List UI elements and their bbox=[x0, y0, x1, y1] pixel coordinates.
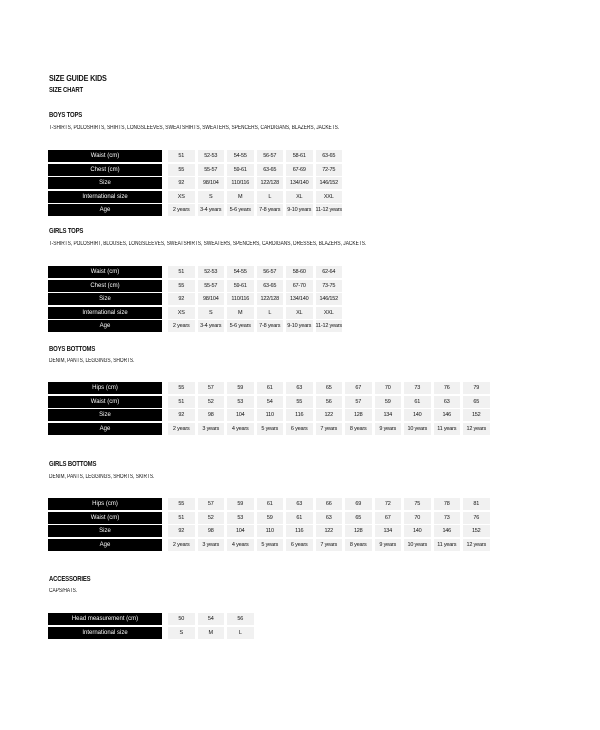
table-cell: 146/152 bbox=[316, 293, 343, 305]
size-table bbox=[48, 382, 493, 436]
table-cell: 7-8 years bbox=[257, 320, 284, 332]
table-row bbox=[48, 266, 345, 278]
table-cell: 98 bbox=[198, 525, 225, 537]
table-cell: 152 bbox=[463, 525, 490, 537]
table-row bbox=[48, 320, 345, 332]
table-cell: 53 bbox=[227, 512, 254, 524]
section-description: DENIM, PANTS, LEGGINGS, SHORTS, SKIRTS. bbox=[49, 474, 155, 480]
table-cell: 76 bbox=[463, 512, 490, 524]
row-label: Chest (cm) bbox=[48, 164, 162, 176]
table-cell: 122 bbox=[316, 525, 343, 537]
table-cell: 62-64 bbox=[316, 266, 343, 278]
table-cell: 57 bbox=[198, 498, 225, 510]
table-cell: XL bbox=[286, 191, 313, 203]
table-cell: 5 years bbox=[257, 423, 284, 435]
table-cell: 122/128 bbox=[257, 293, 284, 305]
table-cell: 146/152 bbox=[316, 177, 343, 189]
table-row bbox=[48, 498, 493, 510]
table-cell: 61 bbox=[257, 498, 284, 510]
table-cell: 52 bbox=[198, 512, 225, 524]
table-cell: 7 years bbox=[316, 539, 343, 551]
row-label: Size bbox=[48, 293, 162, 305]
table-cell: 116 bbox=[286, 525, 313, 537]
size-table bbox=[48, 150, 345, 218]
section-description: CAPS/HATS. bbox=[49, 588, 78, 594]
table-cell: 73 bbox=[434, 512, 461, 524]
table-cell: 81 bbox=[463, 498, 490, 510]
table-cell: M bbox=[227, 307, 254, 319]
table-cell: 51 bbox=[168, 396, 195, 408]
table-cell: XXL bbox=[316, 191, 343, 203]
table-cell: 2 years bbox=[168, 204, 195, 216]
table-cell: 110/116 bbox=[227, 293, 254, 305]
table-cell: 59-61 bbox=[227, 164, 254, 176]
table-cell: 55 bbox=[168, 280, 195, 292]
table-row bbox=[48, 293, 345, 305]
table-cell: 146 bbox=[434, 409, 461, 421]
row-label: International size bbox=[48, 307, 162, 319]
table-cell: 58-61 bbox=[286, 150, 313, 162]
row-label: Hips (cm) bbox=[48, 382, 162, 394]
table-cell: 55 bbox=[168, 164, 195, 176]
table-cell: 10 years bbox=[404, 423, 431, 435]
table-cell: 59 bbox=[257, 512, 284, 524]
section-heading: GIRLS BOTTOMS bbox=[49, 461, 97, 468]
table-cell: 58-60 bbox=[286, 266, 313, 278]
table-cell: 61 bbox=[404, 396, 431, 408]
table-cell: 67-69 bbox=[286, 164, 313, 176]
table-cell: 53 bbox=[227, 396, 254, 408]
table-cell: 12 years bbox=[463, 539, 490, 551]
section-heading: GIRLS TOPS bbox=[49, 228, 84, 235]
table-cell: 9-10 years bbox=[286, 204, 313, 216]
row-label: Hips (cm) bbox=[48, 498, 162, 510]
table-cell: 104 bbox=[227, 525, 254, 537]
row-label: Chest (cm) bbox=[48, 280, 162, 292]
row-label: Waist (cm) bbox=[48, 150, 162, 162]
table-cell: 61 bbox=[286, 512, 313, 524]
table-cell: 2 years bbox=[168, 320, 195, 332]
table-cell: 4 years bbox=[227, 423, 254, 435]
section-heading: ACCESSORIES bbox=[49, 576, 91, 583]
table-cell: 54-55 bbox=[227, 266, 254, 278]
table-cell: 66 bbox=[316, 498, 343, 510]
table-cell: 104 bbox=[227, 409, 254, 421]
table-cell: 122/128 bbox=[257, 177, 284, 189]
table-cell: 55-57 bbox=[198, 280, 225, 292]
row-label: Waist (cm) bbox=[48, 266, 162, 278]
table-cell: 79 bbox=[463, 382, 490, 394]
document-subtitle: SIZE CHART bbox=[49, 87, 84, 94]
table-cell: XXL bbox=[316, 307, 343, 319]
row-label: Age bbox=[48, 204, 162, 216]
table-cell: 116 bbox=[286, 409, 313, 421]
table-cell: 59 bbox=[227, 382, 254, 394]
table-cell: S bbox=[168, 627, 195, 639]
table-cell: 52 bbox=[198, 396, 225, 408]
row-label: Size bbox=[48, 177, 162, 189]
table-cell: 59 bbox=[375, 396, 402, 408]
table-cell: M bbox=[198, 627, 225, 639]
section-heading: BOYS BOTTOMS bbox=[49, 346, 96, 353]
table-cell: 56 bbox=[227, 613, 254, 625]
table-cell: 134 bbox=[375, 409, 402, 421]
table-cell: 92 bbox=[168, 177, 195, 189]
table-cell: 122 bbox=[316, 409, 343, 421]
table-cell: 56-57 bbox=[257, 150, 284, 162]
table-cell: 70 bbox=[375, 382, 402, 394]
table-cell: L bbox=[227, 627, 254, 639]
table-cell: 67 bbox=[375, 512, 402, 524]
table-cell: 128 bbox=[345, 525, 372, 537]
table-cell: 59 bbox=[227, 498, 254, 510]
table-cell: 5-6 years bbox=[227, 204, 254, 216]
table-cell: 3-4 years bbox=[198, 320, 225, 332]
table-row bbox=[48, 423, 493, 435]
table-row bbox=[48, 177, 345, 189]
table-cell: 55 bbox=[286, 396, 313, 408]
table-cell: 67-70 bbox=[286, 280, 313, 292]
table-cell: 63 bbox=[286, 382, 313, 394]
table-cell: 3-4 years bbox=[198, 204, 225, 216]
table-cell: 76 bbox=[434, 382, 461, 394]
table-cell: XL bbox=[286, 307, 313, 319]
table-cell: 4 years bbox=[227, 539, 254, 551]
table-row bbox=[48, 525, 493, 537]
table-cell: 11 years bbox=[434, 539, 461, 551]
table-cell: 9-10 years bbox=[286, 320, 313, 332]
table-row bbox=[48, 307, 345, 319]
table-cell: 2 years bbox=[168, 423, 195, 435]
table-row bbox=[48, 191, 345, 203]
table-cell: 51 bbox=[168, 512, 195, 524]
table-cell: 59-61 bbox=[227, 280, 254, 292]
table-row bbox=[48, 150, 345, 162]
table-cell: 56-57 bbox=[257, 266, 284, 278]
table-row bbox=[48, 382, 493, 394]
table-cell: 54 bbox=[198, 613, 225, 625]
table-cell: 11-12 years bbox=[316, 204, 343, 216]
table-cell: L bbox=[257, 191, 284, 203]
table-cell: 50 bbox=[168, 613, 195, 625]
table-cell: S bbox=[198, 307, 225, 319]
section-heading: BOYS TOPS bbox=[49, 112, 83, 119]
table-cell: 65 bbox=[463, 396, 490, 408]
table-cell: 12 years bbox=[463, 423, 490, 435]
table-cell: 61 bbox=[257, 382, 284, 394]
table-cell: 5-6 years bbox=[227, 320, 254, 332]
table-cell: 98 bbox=[198, 409, 225, 421]
table-cell: 63-65 bbox=[257, 164, 284, 176]
table-row bbox=[48, 409, 493, 421]
row-label: International size bbox=[48, 627, 162, 639]
table-cell: 72 bbox=[375, 498, 402, 510]
row-label: Head measurement (cm) bbox=[48, 613, 162, 625]
table-cell: 152 bbox=[463, 409, 490, 421]
document-title: SIZE GUIDE KIDS bbox=[49, 73, 107, 83]
size-table bbox=[48, 613, 257, 640]
table-cell: 140 bbox=[404, 409, 431, 421]
size-table bbox=[48, 266, 345, 334]
table-cell: L bbox=[257, 307, 284, 319]
table-cell: 54 bbox=[257, 396, 284, 408]
table-cell: 73 bbox=[404, 382, 431, 394]
table-cell: 134/140 bbox=[286, 293, 313, 305]
row-label: Size bbox=[48, 525, 162, 537]
table-cell: 52-53 bbox=[198, 150, 225, 162]
table-cell: 65 bbox=[316, 382, 343, 394]
table-cell: 75 bbox=[404, 498, 431, 510]
table-cell: 98/104 bbox=[198, 177, 225, 189]
row-label: Age bbox=[48, 320, 162, 332]
table-cell: 140 bbox=[404, 525, 431, 537]
table-cell: 92 bbox=[168, 525, 195, 537]
table-cell: 9 years bbox=[375, 423, 402, 435]
table-cell: 128 bbox=[345, 409, 372, 421]
table-cell: 8 years bbox=[345, 539, 372, 551]
table-cell: XS bbox=[168, 191, 195, 203]
table-cell: 78 bbox=[434, 498, 461, 510]
table-cell: 6 years bbox=[286, 423, 313, 435]
table-cell: 110 bbox=[257, 525, 284, 537]
row-label: Waist (cm) bbox=[48, 512, 162, 524]
section-description: T-SHIRTS, POLOSHIRTS, SHIRTS, LONGSLEEVES, SWEATSHIRTS, SWEATERS, SPENCERS, CARDIGANS, BLAZERS, JACKETS. bbox=[49, 125, 340, 131]
section-description: T-SHIRTS, POLOSHIRT, BLOUSES, LONGSLEEVES, SWEATSHIRTS, SWEATERS, SPENCERS, CARDIGANS, DRESSES, BLAZERS, JACKETS. bbox=[49, 241, 367, 247]
table-cell: 63-65 bbox=[257, 280, 284, 292]
table-cell: 3 years bbox=[198, 539, 225, 551]
table-cell: 72-75 bbox=[316, 164, 343, 176]
table-cell: 8 years bbox=[345, 423, 372, 435]
table-cell: 63-65 bbox=[316, 150, 343, 162]
table-cell: 110 bbox=[257, 409, 284, 421]
row-label: Size bbox=[48, 409, 162, 421]
table-cell: 5 years bbox=[257, 539, 284, 551]
table-cell: 7 years bbox=[316, 423, 343, 435]
row-label: Waist (cm) bbox=[48, 396, 162, 408]
table-cell: 63 bbox=[316, 512, 343, 524]
table-row bbox=[48, 539, 493, 551]
size-table bbox=[48, 498, 493, 552]
table-cell: 57 bbox=[198, 382, 225, 394]
table-cell: 92 bbox=[168, 293, 195, 305]
table-cell: 63 bbox=[286, 498, 313, 510]
table-cell: 54-55 bbox=[227, 150, 254, 162]
table-row bbox=[48, 512, 493, 524]
table-cell: 57 bbox=[345, 396, 372, 408]
table-cell: M bbox=[227, 191, 254, 203]
section-description: DENIM, PANTS, LEGGINGS, SHORTS. bbox=[49, 358, 135, 364]
table-cell: 70 bbox=[404, 512, 431, 524]
table-cell: 110/116 bbox=[227, 177, 254, 189]
table-cell: 63 bbox=[434, 396, 461, 408]
row-label: Age bbox=[48, 423, 162, 435]
table-row bbox=[48, 627, 257, 639]
table-cell: 11-12 years bbox=[316, 320, 343, 332]
table-row bbox=[48, 613, 257, 625]
table-cell: 55 bbox=[168, 382, 195, 394]
table-cell: 9 years bbox=[375, 539, 402, 551]
table-cell: 11 years bbox=[434, 423, 461, 435]
row-label: International size bbox=[48, 191, 162, 203]
table-row bbox=[48, 164, 345, 176]
table-cell: 67 bbox=[345, 382, 372, 394]
table-cell: S bbox=[198, 191, 225, 203]
table-cell: 10 years bbox=[404, 539, 431, 551]
table-row bbox=[48, 396, 493, 408]
table-cell: 134/140 bbox=[286, 177, 313, 189]
table-row bbox=[48, 280, 345, 292]
table-cell: 98/104 bbox=[198, 293, 225, 305]
table-cell: 134 bbox=[375, 525, 402, 537]
table-cell: 69 bbox=[345, 498, 372, 510]
table-cell: 7-8 years bbox=[257, 204, 284, 216]
row-label: Age bbox=[48, 539, 162, 551]
table-cell: 6 years bbox=[286, 539, 313, 551]
table-cell: 55-57 bbox=[198, 164, 225, 176]
table-row bbox=[48, 204, 345, 216]
table-cell: 65 bbox=[345, 512, 372, 524]
table-cell: 92 bbox=[168, 409, 195, 421]
table-cell: 55 bbox=[168, 498, 195, 510]
table-cell: 56 bbox=[316, 396, 343, 408]
table-cell: 146 bbox=[434, 525, 461, 537]
table-cell: 2 years bbox=[168, 539, 195, 551]
table-cell: 3 years bbox=[198, 423, 225, 435]
table-cell: 51 bbox=[168, 266, 195, 278]
table-cell: 52-53 bbox=[198, 266, 225, 278]
table-cell: 51 bbox=[168, 150, 195, 162]
table-cell: XS bbox=[168, 307, 195, 319]
table-cell: 73-75 bbox=[316, 280, 343, 292]
